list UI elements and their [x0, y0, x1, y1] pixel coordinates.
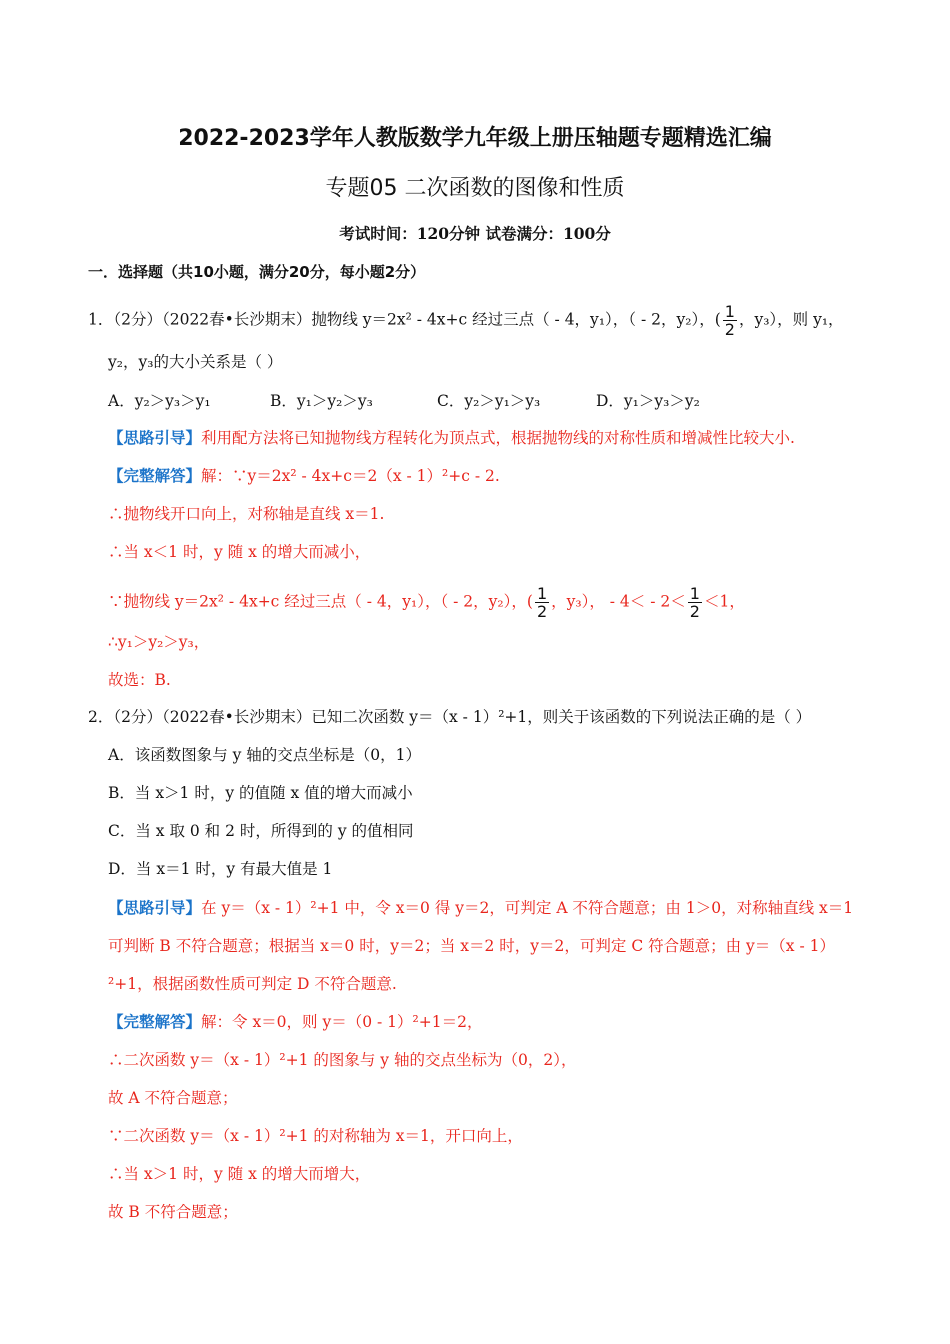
- q1-answer-text: 解：∵y＝2x² - 4x+c＝2（x - 1）²+c - 2.: [201, 467, 500, 485]
- q2-step3: ∵二次函数 y＝（x - 1）²+1 的对称轴为 x＝1，开口向上，: [108, 1127, 523, 1145]
- q1-fraction: [723, 303, 737, 338]
- q1-option-b: B．y₁＞y₂＞y₃: [270, 392, 373, 410]
- fraction-numerator: 1: [689, 584, 700, 603]
- q2-option-c: C．当 x 取 0 和 2 时，所得到的 y 的值相同: [108, 822, 414, 840]
- section-heading: 一．选择题（共10小题，满分20分，每小题2分）: [88, 263, 426, 281]
- q2-hint-text-1: 在 y＝（x - 1）²+1 中，令 x＝0 得 y＝2，可判定 A 不符合题意；由 1＞0，对称轴直线 x＝1: [201, 899, 854, 917]
- q2-stem: 2．（2分）（2022春•长沙期末）已知二次函数 y＝（x - 1）²+1，则关于该函数的下列说法正确的是（ ）: [88, 708, 812, 726]
- q1-step3-part-c: ＜1，: [703, 592, 745, 611]
- q1-hint-text: 利用配方法将已知抛物线方程转化为顶点式，根据抛物线的对称性质和增减性比较大小.: [201, 429, 795, 447]
- q2-option-d: D．当 x＝1 时，y 有最大值是 1: [108, 860, 333, 878]
- q2-option-b: B．当 x＞1 时，y 的值随 x 值的增大而减小: [108, 784, 413, 802]
- q2-step5: 故 B 不符合题意；: [108, 1203, 238, 1221]
- q1-stem-line2: y₂，y₃的大小关系是（ ）: [108, 353, 283, 371]
- q2-answer-label: 【完整解答】: [108, 1013, 202, 1031]
- q2-answer: [108, 1012, 482, 1032]
- q1-step2: ∴当 x＜1 时，y 随 x 的增大而减小，: [108, 543, 371, 561]
- q2-step4: ∴当 x＞1 时，y 随 x 的增大而增大，: [108, 1165, 371, 1183]
- q1-step3: [108, 585, 745, 620]
- fraction-numerator: 1: [536, 584, 548, 603]
- fraction-denominator: 2: [536, 602, 548, 621]
- fraction-numerator: 1: [724, 302, 735, 321]
- q1-option-d: D．y₁＞y₃＞y₂: [596, 392, 700, 410]
- q2-hint-line2: 可判断 B 不符合题意；根据当 x＝0 时，y＝2；当 x＝2 时，y＝2，可判定 C 符合题意；由 y＝（x - 1）: [108, 937, 835, 955]
- q1-option-c: C．y₂＞y₁＞y₃: [437, 392, 541, 410]
- q1-step3-part-a: ∵抛物线 y＝2x² - 4x+c 经过三点（ - 4，y₁），（ - 2，y₂），(: [108, 592, 533, 611]
- q1-hint-label: 【思路引导】: [108, 429, 202, 447]
- q1-stem-part-b: ，y₃），则 y₁，: [738, 310, 844, 329]
- q2-answer-text: 解：令 x＝0，则 y＝（0 - 1）²+1＝2，: [201, 1013, 483, 1031]
- q1-answer: [108, 466, 500, 486]
- q1-stem-part-a: 1．（2分）（2022春•长沙期末）抛物线 y＝2x² - 4x+c 经过三点（ - 4，y₁），（ - 2，y₂），(: [88, 310, 721, 329]
- q1-stem-line1: [88, 303, 844, 338]
- q2-option-a: A．该函数图象与 y 轴的交点坐标是（0，1）: [108, 746, 422, 764]
- q1-hint: [108, 428, 795, 448]
- q2-step1: ∴二次函数 y＝（x - 1）²+1 的图象与 y 轴的交点坐标为（0，2），: [108, 1051, 577, 1069]
- q1-step3-fraction-1: [535, 585, 549, 620]
- q2-step2: 故 A 不符合题意；: [108, 1089, 238, 1107]
- q1-answer-label: 【完整解答】: [108, 467, 202, 485]
- q2-hint-label: 【思路引导】: [108, 899, 202, 917]
- exam-info: 考试时间：120分钟 试卷满分：100分: [339, 224, 611, 243]
- q1-step4: ∴y₁＞y₂＞y₃，: [108, 633, 210, 651]
- q1-option-a: A．y₂＞y₃＞y₁: [108, 392, 211, 410]
- q1-step3-part-b: ，y₃）， - 4＜ - 2＜: [551, 592, 686, 611]
- document-subtitle: 专题05 二次函数的图像和性质: [325, 176, 625, 201]
- fraction-denominator: 2: [689, 602, 700, 621]
- q1-step1: ∴抛物线开口向上，对称轴是直线 x＝1.: [108, 505, 385, 523]
- q2-hint-line3: ²+1，根据函数性质可判定 D 不符合题意.: [108, 975, 397, 993]
- document-title: 2022-2023学年人教版数学九年级上册压轴题专题精选汇编: [178, 126, 772, 151]
- q1-step5: 故选：B.: [108, 671, 171, 689]
- q1-step3-fraction-2: [688, 585, 702, 620]
- fraction-denominator: 2: [724, 320, 735, 339]
- q2-hint-line1: [108, 898, 853, 918]
